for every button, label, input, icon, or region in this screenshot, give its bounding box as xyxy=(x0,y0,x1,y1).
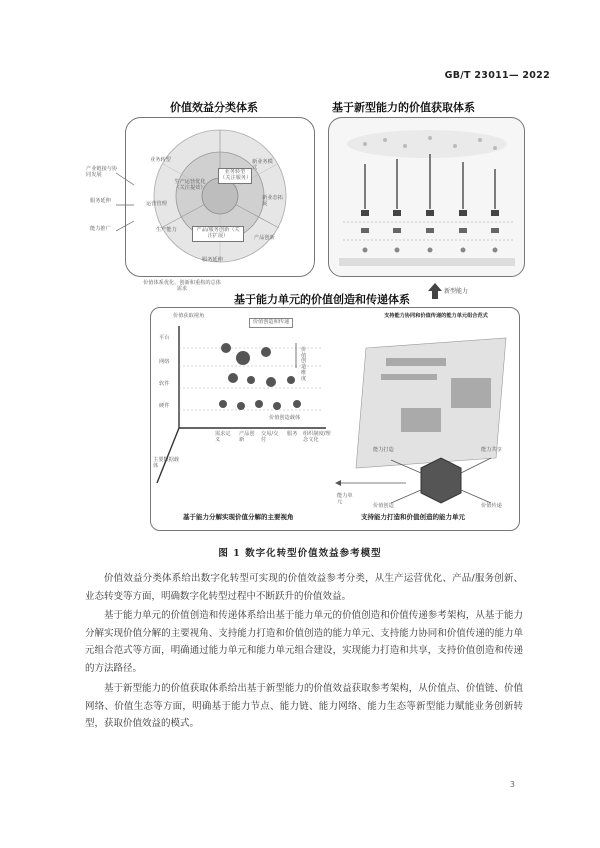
paragraph-2: 基于能力单元的价值创造和传递体系给出基于能力单元的价值创造和价值传递参考架构，从基于能力分解实现价值分解的主要视角、支持能力打造和价值创造的能力单元、支持能力协同和价值传递的能力单元组合范式等方面，明确通过能力单元和能力单元组合建设，实现能力打造和共享，支持价值创造和传递的方法路径。 xyxy=(85,610,523,674)
cat-label-1: 产品创新 xyxy=(239,431,255,443)
cat-label-2: 交易/交付 xyxy=(261,431,279,443)
ring-label-3: 服务延伸 xyxy=(202,257,223,263)
diag-axis-label: 主要数据载体 xyxy=(153,457,179,469)
value-classification-box xyxy=(125,117,315,277)
overall-demand-note: 价值体系优化、创新和重构的总体需求 xyxy=(143,280,221,292)
hex-label-3: 价值传递 xyxy=(481,503,502,509)
hex-label-1: 能力共享 xyxy=(481,447,502,453)
ring-label-6: 新业务模式 xyxy=(252,159,273,171)
level-platform: 平台 xyxy=(159,335,170,341)
figure-caption: 图 1 数字化转型价值效益参考模型 xyxy=(218,548,382,559)
value-creation-transfer-label: 价值创造和传递 xyxy=(249,318,293,328)
level-software: 软件 xyxy=(159,381,170,387)
left-label-0: 产业链接与协同发展 xyxy=(86,166,118,178)
cat-label-4: 组织制度/理念文化 xyxy=(303,431,331,443)
standard-number: GB/T 23011— 2022 xyxy=(444,70,550,81)
left-label-1: 服务延伸 xyxy=(90,198,111,204)
page-number: 3 xyxy=(509,780,515,789)
figure xyxy=(80,95,525,535)
value-creation-diagram xyxy=(151,308,519,530)
ring-label-0: 业务转型 xyxy=(150,157,171,163)
capability-unit-label: 能力单元 xyxy=(337,493,353,505)
level-hardware: 硬件 xyxy=(159,403,170,409)
right-vertical-label: 价值创造维度 xyxy=(301,347,307,382)
value-acquisition-box xyxy=(328,117,525,277)
value-acquisition-title: 基于新型能力的价值获取体系 xyxy=(332,101,475,114)
paragraph-3: 基于新型能力的价值获取体系给出基于新型能力的价值效益获取参考架构，从价值点、价值链、价值网络、价值生态等方面，明确基于能力节点、能力链、能力网络、能力生态等新型能力赋能业务创新转型，获取价值效益的模式。 xyxy=(85,683,523,729)
capability-unit-system-title: 基于能力单元的价值创造和传递体系 xyxy=(234,293,410,306)
axis-top-label: 价值获取视角 xyxy=(173,313,205,319)
left-panel-caption: 基于能力分解实现价值分解的主要视角 xyxy=(183,513,294,521)
left-label-2: 能力推广 xyxy=(90,226,111,232)
level-network: 网络 xyxy=(159,359,170,365)
cat-label-3: 服务 xyxy=(287,431,298,437)
ring-label-5: 运营管理 xyxy=(146,201,167,207)
acquisition-diagram xyxy=(335,124,519,270)
up-arrow-icon xyxy=(428,283,442,299)
right-panel-caption: 支持能力打造和价值创造的能力单元 xyxy=(361,513,465,521)
center-operation-optimize: 生产运营优化（关注提效） xyxy=(174,179,206,191)
axis-bottom-label: 价值创造载体 xyxy=(269,415,301,421)
paragraph-1: 价值效益分类体系给出数字化转型可实现的价值效益参考分类，从生产运营优化、产品/服务创新、业态转变等方面，明确数字化转型过程中不断跃升的价值效益。 xyxy=(85,573,523,602)
ring-label-1: 新业态拓展 xyxy=(262,195,283,207)
ring-label-4: 生产能力 xyxy=(156,227,177,233)
left-arrows xyxy=(116,165,136,245)
value-classification-title: 价值效益分类体系 xyxy=(170,101,258,114)
hex-label-2: 价值创造 xyxy=(373,503,394,509)
center-business-transform: 业务转型（关注服务） xyxy=(218,168,252,184)
hex-label-0: 能力打造 xyxy=(373,447,394,453)
cat-label-0: 需求定义 xyxy=(215,431,231,443)
value-creation-box xyxy=(150,307,520,531)
combination-panel-title: 支持能力协同和价值传递的能力单元组合范式 xyxy=(384,313,488,319)
center-product-innovation: 产品/服务创新（关注扩展） xyxy=(192,226,244,242)
new-capability-label: 新型能力 xyxy=(444,288,469,295)
ring-label-2: 产品创新 xyxy=(254,235,275,241)
